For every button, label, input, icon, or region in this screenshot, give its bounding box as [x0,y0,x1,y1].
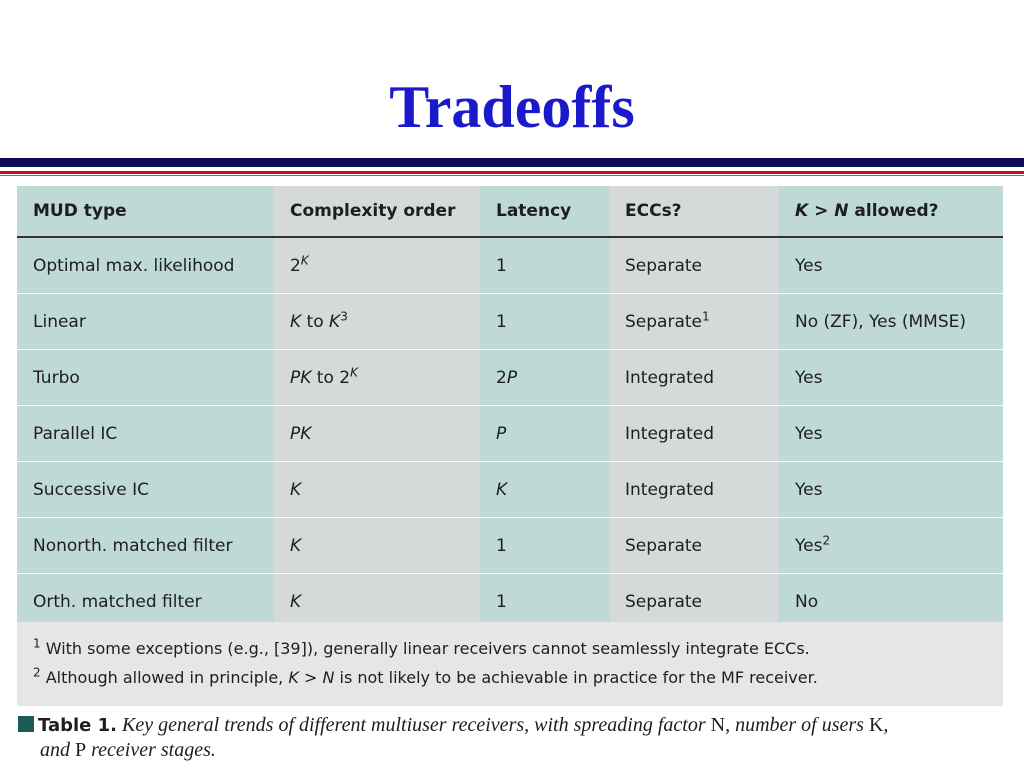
cell-complexity: $2^K$ [274,237,480,294]
footnote-1: $^1$ With some exceptions (e.g., [39]), generally linear receivers cannot seamlessly integrate ECCs. [33,636,810,658]
header-mud-type: MUD type [17,186,274,237]
cell-eccs: Separate [609,237,779,294]
cell-complexity: K [274,462,480,518]
table-row [17,350,1003,406]
caption-line-1: Table 1. Key general trends of different multiuser receivers, with spreading factor N, number of users K, [18,713,998,738]
cell-allowed: Yes [779,350,1003,406]
caption-line-2: and P receiver stages. [40,739,216,761]
cell-complexity: K [274,518,480,574]
footnote-2: $^2$ Although allowed in principle, K > N is not likely to be achievable in practice for the MF receiver. [33,665,818,687]
table-caption [18,713,998,762]
header-complexity: Complexity order [274,186,480,237]
table [17,186,1003,629]
cell-latency: 1 [480,518,609,574]
cell-allowed: Yes [779,237,1003,294]
title-rule-thin [0,175,1024,176]
cell-latency: 1 [480,574,609,630]
table-row [17,518,1003,574]
cell-eccs: Integrated [609,462,779,518]
mud-tradeoffs-table [17,186,1003,629]
table-row [17,294,1003,350]
header-k-gt-n: K > N allowed? [779,186,1003,237]
header-eccs: ECCs? [609,186,779,237]
cell-allowed: No (ZF), Yes (MMSE) [779,294,1003,350]
cell-latency: K [480,462,609,518]
cell-mud-type: Successive IC [17,462,274,518]
title-rule-navy [0,158,1024,167]
table-row [17,462,1003,518]
cell-allowed: Yes [779,462,1003,518]
cell-allowed: Yes [779,406,1003,462]
cell-mud-type: Linear [17,294,274,350]
cell-eccs: Separate$^1$ [609,294,779,350]
cell-allowed: No [779,574,1003,630]
cell-latency: P [480,406,609,462]
cell-complexity: PK to $2^K$ [274,350,480,406]
cell-mud-type: Turbo [17,350,274,406]
slide-title: Tradeoffs [389,74,635,140]
cell-allowed: Yes$^2$ [779,518,1003,574]
title-rule-red [0,171,1024,174]
table-row [17,574,1003,630]
table-header-row [17,186,1003,237]
table-footnotes [17,622,1003,706]
cell-complexity: K to $K^3$ [274,294,480,350]
cell-mud-type: Nonorth. matched filter [17,518,274,574]
cell-mud-type: Optimal max. likelihood [17,237,274,294]
cell-eccs: Integrated [609,406,779,462]
cell-eccs: Separate [609,574,779,630]
cell-mud-type: Parallel IC [17,406,274,462]
caption-square-icon [18,716,34,732]
table-row [17,237,1003,294]
cell-complexity: K [274,574,480,630]
cell-mud-type: Orth. matched filter [17,574,274,630]
caption-label: Table 1. [38,715,117,736]
cell-latency: 1 [480,294,609,350]
cell-complexity: PK [274,406,480,462]
cell-latency: 1 [480,237,609,294]
cell-eccs: Separate [609,518,779,574]
header-latency: Latency [480,186,609,237]
cell-eccs: Integrated [609,350,779,406]
cell-latency: 2P [480,350,609,406]
table-row [17,406,1003,462]
